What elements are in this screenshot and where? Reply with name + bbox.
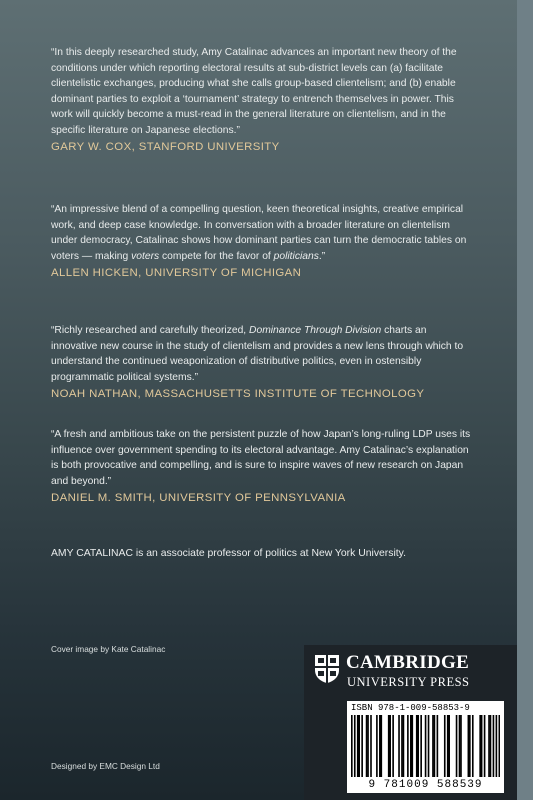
barcode-number: 9 781009 588539	[368, 779, 483, 791]
barcode-bar	[410, 715, 412, 777]
book-title-emphasis: Dominance Through Division	[249, 325, 382, 336]
endorsement-quote-3	[51, 323, 471, 402]
quote-emphasis: voters	[131, 250, 160, 262]
barcode-bar	[388, 715, 390, 777]
author-bio: AMY CATALINAC is an associate professor of politics at New York University.	[51, 548, 406, 559]
barcode-bar	[493, 715, 495, 777]
quote-text-part: “An impressive blend of a compelling question, keen theoretical insights, creative empirical work, and deep case knowledge. In conversation with a broader literature on clientelism under democracy, Catalinac shows how dominant parties can turn the democratic tables on voters — making	[51, 204, 467, 262]
quote-text-part: .”	[318, 250, 326, 262]
barcode-bar	[351, 715, 353, 777]
barcode-bar	[425, 715, 427, 777]
design-credit: Designed by EMC Design Ltd	[51, 761, 160, 771]
publisher-name: CAMBRIDGE	[346, 652, 470, 673]
quote-text-part: compete for the favor of	[159, 250, 274, 262]
quote-emphasis: politicians	[273, 250, 319, 262]
endorsement-quote-2	[51, 202, 471, 281]
barcode-bar	[434, 715, 436, 777]
isbn-barcode-block	[347, 701, 504, 793]
barcode-bar	[367, 715, 369, 777]
barcode-bar	[488, 715, 490, 777]
barcode-bar	[428, 715, 430, 777]
barcode-bar	[468, 715, 470, 777]
barcode-bar	[407, 715, 409, 777]
barcode-bar	[370, 715, 372, 777]
barcode-icon	[351, 715, 500, 777]
barcode-bar	[366, 715, 368, 777]
barcode-bar	[447, 715, 449, 777]
barcode-bar	[448, 715, 450, 777]
barcode-bar	[417, 715, 419, 777]
barcode-bar	[357, 715, 359, 777]
barcode-bar	[401, 715, 403, 777]
quote-text-part: charts an innovative new course in the study of clientelism and provides a new lens through which to understand the continued weaponization of distributive politics, even in ostensibly programmatic political systems.”	[51, 325, 464, 383]
quote-attribution: ALLEN HICKEN, UNIVERSITY OF MICHIGAN	[51, 267, 302, 279]
quote-text-part: “Richly researched and carefully theorized,	[51, 325, 250, 336]
barcode-bar	[376, 715, 378, 777]
quote-attribution: NOAH NATHAN, MASSACHUSETTS INSTITUTE OF TECHNOLOGY	[51, 388, 425, 400]
barcode-bar	[392, 715, 394, 777]
barcode-bar	[472, 715, 474, 777]
quote-text	[51, 323, 471, 385]
barcode-bar	[354, 715, 356, 777]
barcode-bar	[490, 715, 492, 777]
barcode-bar	[379, 715, 381, 777]
barcode-bar	[484, 715, 486, 777]
barcode-bar	[361, 715, 363, 777]
isbn-label: ISBN 978-1-009-58853-9	[351, 703, 470, 713]
barcode-bar	[499, 715, 500, 777]
barcode-bar	[437, 715, 439, 777]
barcode-bar	[460, 715, 462, 777]
cover-credit: Cover image by Kate Catalinac	[51, 644, 166, 654]
barcode-bar	[420, 715, 422, 777]
publisher-box	[304, 645, 517, 800]
university-crest-icon	[314, 654, 340, 684]
endorsement-quote-4	[51, 427, 471, 506]
barcode-bar	[358, 715, 360, 777]
barcode-bar	[432, 715, 434, 777]
quote-text: “In this deeply researched study, Amy Catalinac advances an important new theory of the conditions under which reporting electoral results at sub-district levels can (a) facilitate clientelistic exchanges, producing what she calls group-based clientelism; and (b) enable dominant parties to exploit a ‘tournament’ strategy to entrench themselves in power. This work will quickly become a must-read in the general literature on clientelism, and in the specific literature on Japanese elections.”	[51, 47, 457, 136]
barcode-bar	[469, 715, 471, 777]
barcode-bar	[381, 715, 383, 777]
quote-text	[51, 202, 471, 264]
barcode-bar	[403, 715, 405, 777]
barcode-bar	[398, 715, 400, 777]
barcode-bar	[416, 715, 418, 777]
quote-attribution: GARY W. COX, STANFORD UNIVERSITY	[51, 141, 280, 153]
quote-text: “A fresh and ambitious take on the persistent puzzle of how Japan’s long-ruling LDP uses its influence over government spending to its electoral advantage. Amy Catalinac’s explanation is both provocative and compelling, and is sure to inspire waves of new research on Japan and beyond.”	[51, 429, 471, 487]
barcode-bar	[444, 715, 446, 777]
barcode-bar	[481, 715, 483, 777]
barcode-bar	[456, 715, 458, 777]
quote-attribution: DANIEL M. SMITH, UNIVERSITY OF PENNSYLVANIA	[51, 492, 346, 504]
barcode-bar	[496, 715, 498, 777]
barcode-bar	[479, 715, 481, 777]
spine-edge-strip	[517, 0, 533, 800]
publisher-subtitle: UNIVERSITY PRESS	[347, 675, 470, 689]
barcode-bar	[411, 715, 413, 777]
barcode-bar	[459, 715, 461, 777]
barcode-bar	[389, 715, 391, 777]
endorsement-quote-1	[51, 45, 471, 155]
